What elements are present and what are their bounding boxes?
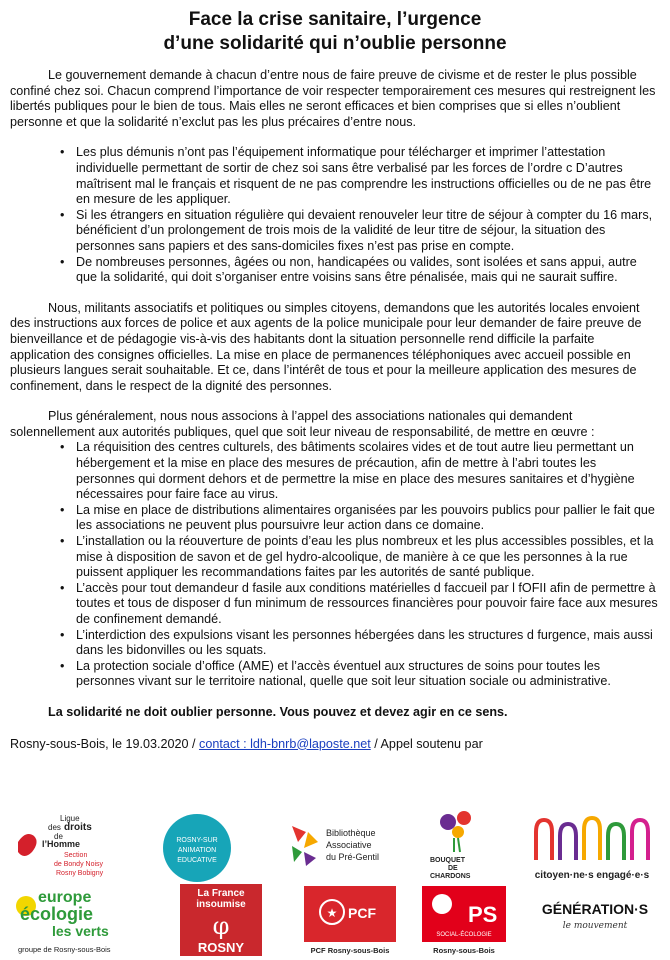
rsae-logo: [160, 812, 234, 884]
citoyens-text: citoyen·ne·s engagé·e·s: [534, 870, 650, 881]
eelv-text-1: europe: [38, 889, 92, 906]
bouquet-text-3: CHARDONS: [430, 873, 471, 880]
generations-logo: [532, 896, 658, 936]
ldh-word-5: l’Homme: [42, 839, 81, 849]
bapg-shape-2: [304, 832, 318, 848]
signature-line: [10, 737, 658, 753]
title-line-1: Face la crise sanitaire, l’urgence: [188, 9, 482, 30]
ps-rose-icon: [432, 894, 452, 914]
eelv-text-2: écologie: [20, 904, 94, 924]
ldh-word-1: Ligue: [60, 814, 80, 823]
pcf-text: PCF: [348, 905, 376, 921]
lfi-phi-symbol: φ: [212, 912, 230, 940]
ldh-section-3: Rosny Bobigny: [56, 870, 104, 877]
list-item: • L’installation ou la réouverture de points d’eau les plus nombreux et les plus accessibles possibles, et la mise à disposition de savon et de gel hydro-alcoolique, de manière à ce que les personnes à la rue puissent appliquer les recommandations faites par les autorités de santé publique.: [58, 534, 658, 581]
appeal-paragraph: Plus généralement, nous nous associons à l’appel des associations nationales qui demandent solennellement aux autorités publiques, quel que soit leur niveau de responsabilité, de mettre en œuvre :: [10, 409, 595, 439]
bouquet-text-2: DE: [448, 865, 458, 872]
ldh-section: Section: [64, 852, 88, 859]
measures-list: [58, 440, 658, 690]
ldh-word-4: de: [54, 832, 63, 841]
citoyens-figure-4: [608, 824, 624, 860]
rsae-text-2: ANIMATION: [177, 847, 217, 854]
needs-list: [58, 145, 658, 285]
ldh-word-3: droits: [64, 822, 92, 833]
list-item: • La mise en place de distributions alimentaires organisées par les pouvoirs publics pour pallier le fait que les associations ne peuvent plus poursuivre leur action dans ce domaine.: [58, 503, 658, 534]
ldh-word-2: des: [48, 823, 61, 832]
citoyens-logo: [526, 812, 658, 884]
bouquet-flower-1: [440, 814, 456, 830]
title-line-2: d’une solidarité qui n’oublie personne: [163, 33, 507, 54]
ps-logo: [420, 884, 508, 956]
citoyens-figure-1: [536, 820, 552, 860]
contact-email-link[interactable]: contact : ldh-bnrb@laposte.net: [199, 736, 371, 751]
ps-subtext: SOCIAL-ÉCOLOGIE: [436, 932, 492, 938]
rsae-text-3: EDUCATIVE: [177, 857, 217, 864]
signature-suffix: / Appel soutenu par: [374, 736, 483, 751]
ldh-logo: [14, 812, 134, 878]
ps-caption: Rosny-sous-Bois: [433, 946, 495, 955]
ldh-section-2: de Bondy Noisy: [54, 861, 104, 868]
bouquet-logo: [424, 808, 490, 886]
place-date: Rosny-sous-Bois, le 19.03.2020 /: [10, 736, 196, 751]
closing-statement: La solidarité ne doit oublier personne. Vous pouvez et devez agir en ce sens.: [48, 704, 508, 719]
list-item: • De nombreuses personnes, âgées ou non, handicapées ou valides, sont isolées et sans appui, autre que la solidarité, qui doit s’organiser entre voisins sans être pénalisée, mais qui ne saurait suffire.: [58, 255, 658, 286]
demand-paragraph: Nous, militants associatifs et politiques ou simples citoyens, demandons que les autorités locales envoient des instructions aux forces de police et aux agents de la police municipale pour leur demander de faire preuve de bienveillance et de pédagogie vis-à-vis des habitants dont la situation personnelle rend difficile la parfaite application des consignes officielles. La mise en place de permanences téléphoniques avec accueil possible en plusieurs langues serait souhaitable. Et ce, dans l’intérêt de tous et pour la meilleure application des mesures de confinement, dans le respect de la dignité des personnes.: [10, 300, 642, 393]
bapg-text-3: du Pré-Gentil: [326, 852, 380, 862]
rsae-text-1: ROSNY-SUR: [176, 837, 218, 844]
pcf-caption: PCF Rosny-sous-Bois: [310, 946, 390, 955]
bouquet-flower-2: [457, 811, 471, 825]
eelv-logo: [12, 884, 140, 956]
citoyens-figure-2: [560, 824, 576, 860]
page-title: [0, 8, 670, 56]
ps-text: PS: [468, 902, 498, 927]
bouquet-flower-3: [452, 826, 464, 838]
bapg-shape-3: [292, 846, 302, 862]
bapg-text-2: Associative: [326, 840, 372, 850]
body-text: [10, 68, 658, 752]
list-item: • Les plus démunis n’ont pas l’équipement informatique pour télécharger et imprimer l’attestation individuelle permettant de sortir de chez soi sans être verbalisé par les forces de l’ordre c D’autres maîtrisent mal le français et risquent de ne pas comprendre les instructions officielles ou de ne pas être en mesure de les appliquer.: [58, 145, 658, 207]
intro-paragraph: Le gouvernement demande à chacun d’entre nous de faire preuve de civisme et de rester le plus possible confiné chez soi. Chacun comprend l’importance de voir respecter temporairement ces mesures qui restreignent les libertés publiques pour le bien de tous. Mais elles ne seront efficaces et bien comprises que si elles n’oublient personne et que la solidarité n’exclut pas les plus précaires d’entre nous.: [10, 68, 656, 129]
pcf-star-icon: ★: [326, 906, 338, 920]
bapg-shape-4: [304, 852, 316, 866]
list-item: • Si les étrangers en situation régulière qui devaient renouveler leur titre de séjour à compter du 16 mars, bénéficient d’un prolongement de trois mois de la validité de leur titre de séjour, la situation des personnes sans papiers et des sans-domiciles fixes n’est pas prise en compte.: [58, 208, 658, 255]
bapg-shape-1: [292, 826, 306, 842]
list-item: • L’accès pour tout demandeur d fasile aux conditions matérielles d faccueil par l fOFII afin de permettre à toutes et tous de disposer d fun minimum de ressources financières pour pouvoir faire face aux mesures de confinement demandé.: [58, 581, 658, 628]
bouquet-stems: [454, 838, 460, 852]
generations-text-2: le mouvement: [562, 921, 628, 931]
ldh-emblem: [18, 834, 37, 856]
lfi-text-1: La France: [197, 888, 245, 899]
lfi-text-2: insoumise: [196, 899, 246, 910]
eelv-text-3: les verts: [52, 923, 109, 939]
generations-text-1: GÉNÉRATION·S: [541, 901, 649, 917]
pcf-logo: [298, 884, 402, 956]
citoyens-figure-3: [584, 818, 600, 860]
list-item: • La réquisition des centres culturels, des bâtiments scolaires vides et de tout autre lieu permettant un hébergement et la mise en place des mesures de précaution, afin de mettre à l’abri toutes les personnes qui dorment dehors et de permettre la mise en place des mesures sanitaires et d’hygiène nécessaires pour faire face au virus.: [58, 440, 658, 502]
eelv-caption: groupe de Rosny-sous-Bois: [18, 945, 111, 954]
bibliotheque-logo: [288, 822, 406, 868]
list-item: • L’interdiction des expulsions visant les personnes hébergées dans les structures d furgence, mais aussi dans les bidonvilles ou les squats.: [58, 628, 658, 659]
bapg-text-1: Bibliothèque: [326, 828, 376, 838]
citoyens-figure-5: [632, 820, 648, 860]
list-item: • La protection sociale d’office (AME) et l’accès éventuel aux structures de soins pour toutes les personnes vivant sur le territoire national, quelle que soit leur situation sociale ou administrative.: [58, 659, 658, 690]
lfi-logo: [180, 884, 262, 956]
lfi-text-3: ROSNY: [197, 940, 245, 955]
bouquet-text-1: BOUQUET: [430, 857, 465, 864]
